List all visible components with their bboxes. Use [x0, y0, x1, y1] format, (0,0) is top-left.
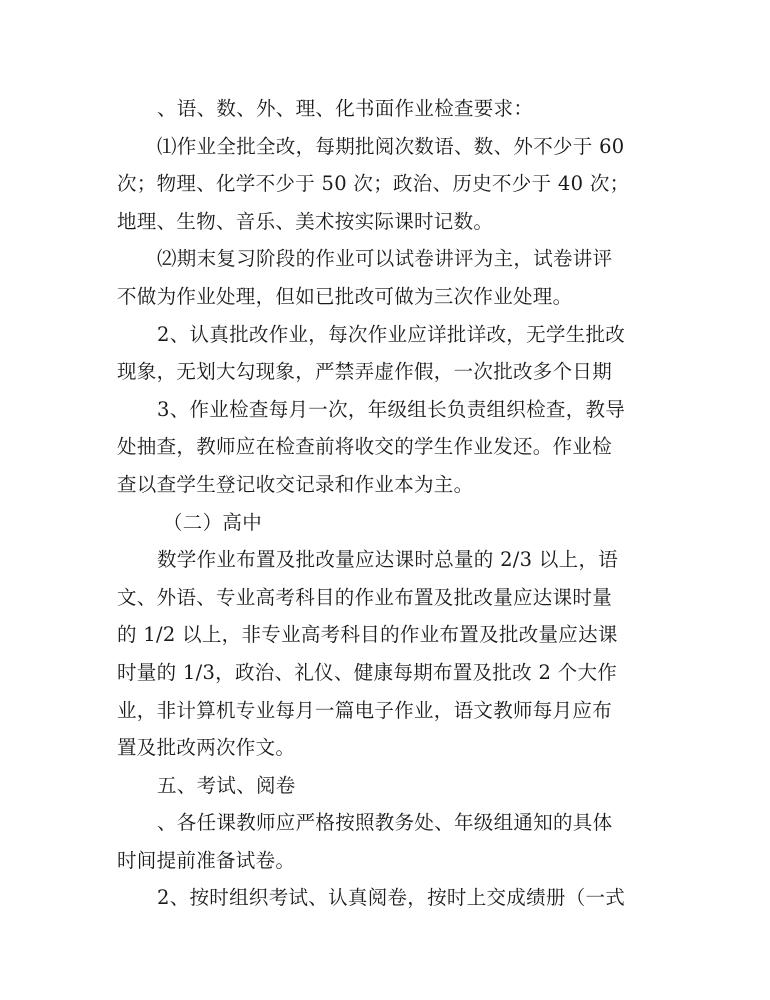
- text-line: 处抽查，教师应在检查前将收交的学生作业发还。作业检: [117, 435, 613, 459]
- text-line: 文、外语、专业高考科目的作业布置及批改量应达课时量: [117, 585, 613, 609]
- text-line: 地理、生物、音乐、美术按实际课时记数。: [117, 209, 494, 233]
- text-line: 的 1/2 以上，非专业高考科目的作业布置及批改量应达课: [117, 623, 618, 647]
- text-line: 不做为作业处理，但如已批改可做为三次作业处理。: [117, 284, 573, 308]
- text-line: 现象，无划大勾现象，严禁弄虚作假，一次批改多个日期: [117, 360, 613, 384]
- text-line: 业，非计算机专业每月一篇电子作业，语文教师每月应布: [117, 698, 613, 722]
- document-body: [117, 90, 677, 917]
- text-line: ⑵期末复习阶段的作业可以试卷讲评为主，试卷讲评: [157, 247, 613, 271]
- text-line: 时量的 1/3，政治、礼仪、健康每期布置及批改 2 个大作: [117, 660, 618, 684]
- text-line: 数学作业布置及批改量应达课时总量的 2/3 以上，语: [157, 548, 619, 572]
- text-line: 2、认真批改作业，每次作业应详批详改，无学生批改: [157, 322, 626, 346]
- text-line: 置及批改两次作文。: [117, 736, 296, 760]
- text-line: 时间提前准备试卷。: [117, 848, 296, 872]
- section-heading: （二）高中: [163, 510, 263, 534]
- text-line: 3、作业检查每月一次，年级组长负责组织检查，教导: [157, 397, 626, 421]
- text-line: 2、按时组织考试、认真阅卷，按时上交成绩册（一式: [157, 886, 626, 910]
- section-heading: 五、考试、阅卷: [157, 773, 296, 797]
- text-line: 、各任课教师应严格按照教务处、年级组通知的具体: [157, 811, 613, 835]
- text-line: ⑴作业全批全改，每期批阅次数语、数、外不少于 60: [157, 134, 625, 158]
- text-line: 、语、数、外、理、化书面作业检查要求：: [157, 97, 534, 120]
- text-line: 查以查学生登记收交记录和作业本为主。: [117, 472, 474, 496]
- text-line: 次；物理、化学不少于 50 次；政治、历史不少于 40 次；: [117, 172, 630, 196]
